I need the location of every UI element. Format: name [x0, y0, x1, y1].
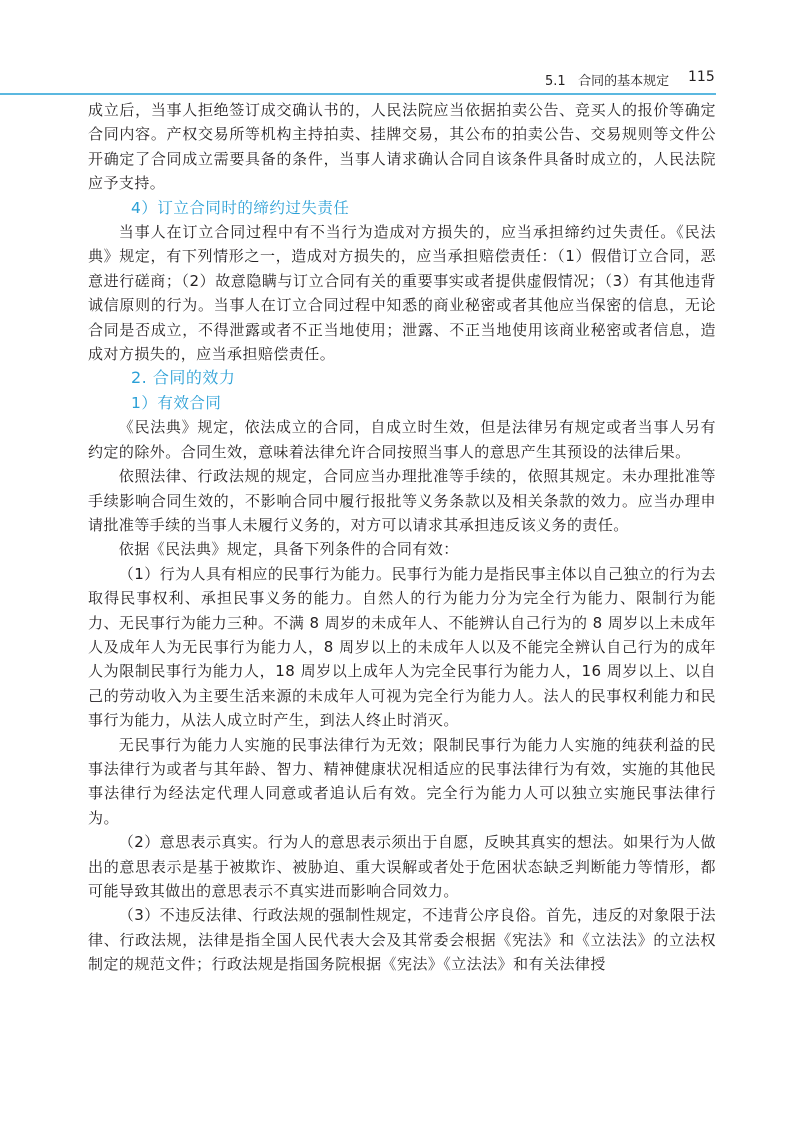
- subsection-heading: 4）订立合同时的缔约过失责任: [131, 198, 350, 217]
- section-number: 5.1: [545, 74, 566, 89]
- subsection-heading: 1）有效合同: [131, 393, 222, 412]
- paragraph: 《民法典》规定，依法成立的合同，自成立时生效，但是法律另有规定或者当事人另有约定的除外。合同生效，意味着法律允许合同按照当事人的意思产生其预设的法律后果。: [88, 418, 716, 461]
- paragraph: 成立后，当事人拒绝签订成交确认书的，人民法院应当依据拍卖公告、竞买人的报价等确定合同内容。产权交易所等机构主持拍卖、挂牌交易，其公布的拍卖公告、交易规则等文件公开确定了合同成立需要具备的条件，当事人请求确认合同自该条件具备时成立的，人民法院应予支持。: [88, 101, 716, 193]
- page-body: [88, 98, 716, 977]
- header-rule: [0, 93, 716, 95]
- paragraph: （1）行为人具有相应的民事行为能力。民事行为能力是指民事主体以自己独立的行为去取得民事权利、承担民事义务的能力。自然人的行为能力分为完全行为能力、限制行为能力、无民事行为能力三种。不满 8 周岁的未成年人、不能辨认自己行为的 8 周岁以上未成年人及成年人为无民事行为能力人，8 周岁以上的未成年人以及不能完全辨认自己行为的成年人为限制民事行为能力人，18 周岁以上成年人为完全民事行为能力人，16 周岁以上、以自己的劳动收入为主要生活来源的未成年人可视为完全行为能力人。法人的民事权利能力和民事行为能力，从法人成立时产生，到法人终止时消灭。: [88, 564, 716, 730]
- paragraph: 无民事行为能力人实施的民事法律行为无效；限制民事行为能力人实施的纯获利益的民事法律行为或者与其年龄、智力、精神健康状况相适应的民事法律行为有效，实施的其他民事法律行为经法定代理人同意或者追认后有效。完全行为能力人可以独立实施民事法律行为。: [88, 735, 716, 827]
- running-head: [545, 70, 669, 89]
- section-title: 合同的基本规定: [578, 74, 670, 89]
- page-number: 115: [688, 69, 715, 85]
- section-heading: 2. 合同的效力: [131, 368, 236, 388]
- paragraph: （3）不违反法律、行政法规的强制性规定，不违背公序良俗。首先，违反的对象限于法律、行政法规，法律是指全国人民代表大会及其常委会根据《宪法》和《立法法》的立法权制定的规范文件；行政法规是指国务院根据《宪法》《立法法》和有关法律授: [88, 906, 716, 974]
- page-header: [0, 62, 800, 92]
- paragraph: （2）意思表示真实。行为人的意思表示须出于自愿，反映其真实的想法。如果行为人做出的意思表示是基于被欺诈、被胁迫、重大误解或者处于危困状态缺乏判断能力等情形，都可能导致其做出的意思表示不真实进而影响合同效力。: [88, 833, 716, 900]
- paragraph: 依照法律、行政法规的规定，合同应当办理批准等手续的，依照其规定。未办理批准等手续影响合同生效的，不影响合同中履行报批等义务条款以及相关条款的效力。应当办理申请批准等手续的当事人未履行义务的，对方可以请求其承担违反该义务的责任。: [88, 467, 716, 534]
- paragraph: 当事人在订立合同过程中有不当行为造成对方损失的，应当承担缔约过失责任。《民法典》规定，有下列情形之一，造成对方损失的，应当承担赔偿责任：（1）假借订立合同，恶意进行磋商；（2）故意隐瞒与订立合同有关的重要事实或者提供虚假情况；（3）有其他违背诚信原则的行为。当事人在订立合同过程中知悉的商业秘密或者其他应当保密的信息，无论合同是否成立，不得泄露或者不正当地使用；泄露、不正当地使用该商业秘密或者信息，造成对方损失的，应当承担赔偿责任。: [88, 223, 716, 364]
- paragraph: 依据《民法典》规定，具备下列条件的合同有效：: [118, 540, 459, 559]
